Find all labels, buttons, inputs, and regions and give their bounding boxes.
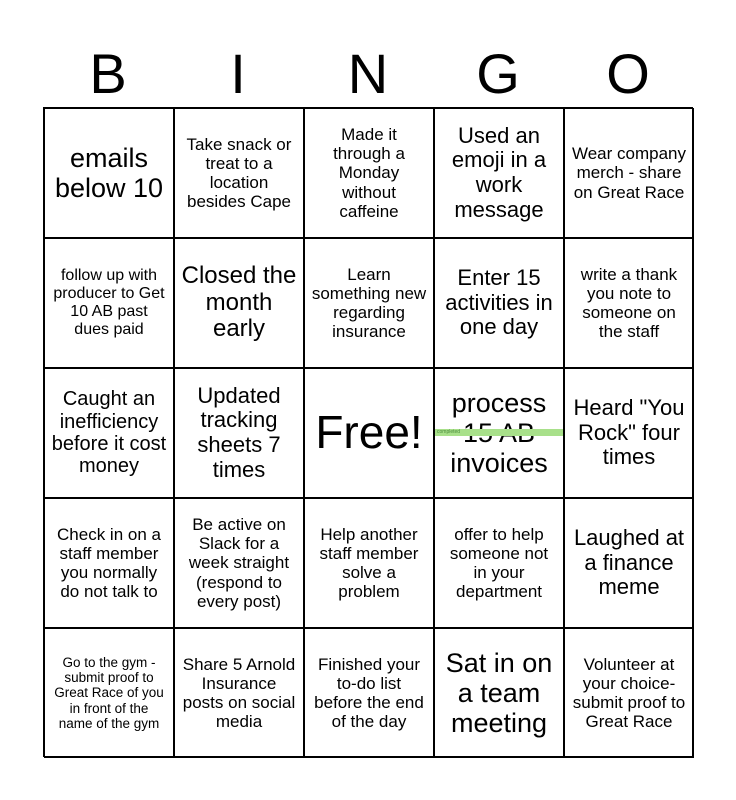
bingo-cell-text: Made it through a Monday without caffeine <box>333 125 405 221</box>
bingo-cell[interactable] <box>434 368 564 498</box>
bingo-cell[interactable] <box>434 498 564 628</box>
free-space-cell[interactable] <box>304 368 434 498</box>
bingo-cell-text: Closed the month early <box>181 261 297 343</box>
bingo-cell[interactable] <box>304 498 434 628</box>
bingo-cell-text: Laughed at a finance meme <box>573 525 685 600</box>
bingo-cell[interactable] <box>564 238 694 368</box>
bingo-cell-text: Finished your to-do list before the end of the day <box>314 654 424 732</box>
completed-stamp <box>435 429 563 436</box>
bingo-cell-text: process invoices <box>450 387 548 479</box>
bingo-board <box>43 107 693 757</box>
header-letter-n: N <box>347 42 389 105</box>
bingo-cell-text: Caught an inefficiency before it cost money <box>51 388 167 478</box>
bingo-cell[interactable] <box>44 108 174 238</box>
bingo-cell[interactable] <box>44 628 174 758</box>
bingo-cell[interactable] <box>434 238 564 368</box>
bingo-cell-text: Sat in on a team meeting <box>445 647 553 739</box>
bingo-cell-text: write a thank you note to someone on the staff <box>580 264 678 342</box>
bingo-cell[interactable] <box>564 368 694 498</box>
free-space-label: Free! <box>315 406 423 459</box>
bingo-cell[interactable] <box>174 108 304 238</box>
bingo-cell[interactable] <box>564 498 694 628</box>
header-letter-b: B <box>89 42 127 105</box>
bingo-cell-text: Go to the gym - submit proof to Great Race of you in front of the name of the gym <box>54 655 164 731</box>
bingo-cell[interactable] <box>174 498 304 628</box>
bingo-cell-text: Volunteer at your choice- submit proof to Great Race <box>572 654 686 732</box>
bingo-cell[interactable] <box>44 368 174 498</box>
bingo-cell[interactable] <box>564 108 694 238</box>
bingo-cell-text: Help another staff member solve a problem <box>319 524 419 602</box>
bingo-cell[interactable] <box>44 238 174 368</box>
bingo-cell[interactable] <box>304 628 434 758</box>
bingo-cell[interactable] <box>304 238 434 368</box>
header-letter-g: G <box>476 42 520 105</box>
bingo-cell[interactable] <box>434 628 564 758</box>
bingo-cell[interactable] <box>304 108 434 238</box>
bingo-cell-text: follow up with producer to Get 10 AB past dues paid <box>53 267 165 338</box>
bingo-cell[interactable] <box>174 628 304 758</box>
bingo-cell-text: Learn something new regarding insurance <box>311 264 427 342</box>
bingo-cell-text: Enter 15 activities in one day <box>445 265 553 340</box>
bingo-cell-text: Used an emoji in a work message <box>451 122 547 222</box>
bingo-cell-text: Take snack or treat to a location besides Cape <box>186 134 292 212</box>
bingo-cell[interactable] <box>174 238 304 368</box>
bingo-cell-text: offer to help someone not in your department <box>449 524 549 602</box>
bingo-header <box>43 42 693 106</box>
bingo-cell-text: emails below 10 <box>54 142 164 203</box>
bingo-cell[interactable] <box>434 108 564 238</box>
bingo-cell[interactable] <box>44 498 174 628</box>
bingo-cell-text: Check in on a staff member you normally do not talk to <box>57 524 161 602</box>
bingo-cell-text: Wear company merch - share on Great Race <box>571 144 686 202</box>
completed-stamp-text: completed <box>437 429 461 435</box>
bingo-cell-text: Heard "You Rock" four times <box>573 395 685 470</box>
bingo-cell[interactable] <box>564 628 694 758</box>
header-letter-i: I <box>230 42 246 105</box>
bingo-cell-text: Share 5 Arnold Insurance posts on social media <box>182 654 296 732</box>
header-letter-o: O <box>606 42 650 105</box>
bingo-cell[interactable] <box>174 368 304 498</box>
bingo-cell-text: Updated tracking sheets 7 times <box>197 382 281 482</box>
bingo-cell-text: Be active on Slack for a week straight (respond to every post) <box>188 515 290 611</box>
